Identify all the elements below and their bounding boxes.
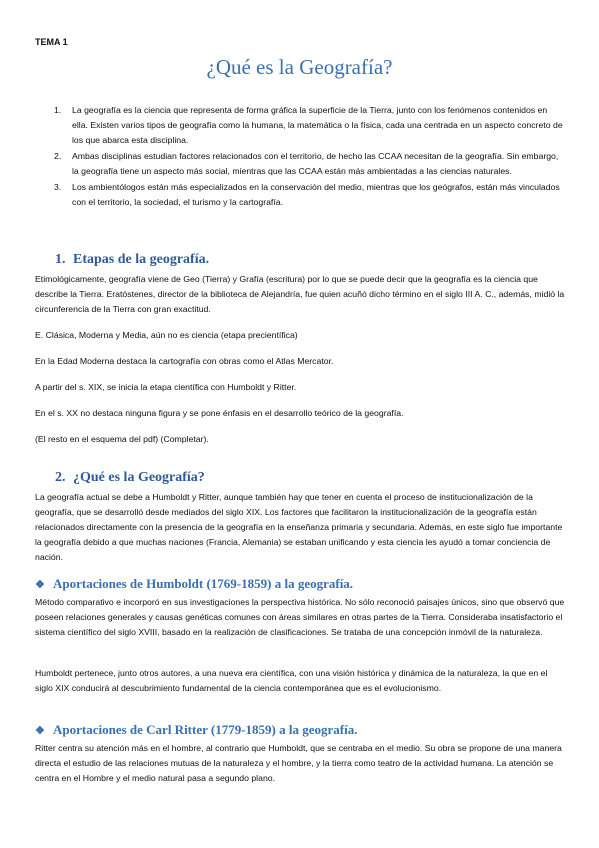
- list-item-number: 3.: [54, 182, 62, 192]
- section-number: 1.: [55, 252, 66, 267]
- section-title: Etapas de la geografía.: [73, 252, 210, 267]
- paragraph: E. Clásica, Moderna y Media, aún no es ciencia (etapa precientífica): [35, 330, 298, 340]
- paragraph: Método comparativo e incorporó en sus investigaciones la perspectiva histórica. No sólo reconoció paisajes únicos, sino que observó que poseen relaciones generales y causas genéticas comunes con áreas similares en otras partes de la Tierra. Consideraba insatisfactorio el sistema científico del siglo XVIII, basado en la realización de clasificaciones. Se trataba de una concepción inmóvil de la naturaleza.: [35, 597, 565, 637]
- subheading-humboldt: [35, 576, 353, 592]
- list-item-number: 2.: [54, 151, 62, 161]
- paragraph: A partir del s. XIX, se inicia la etapa científica con Humboldt y Ritter.: [35, 382, 297, 392]
- paragraph: Humboldt pertenece, junto otros autores, a una nueva era científica, con una visión histórica y dinámica de la naturaleza, la que en el siglo XIX conducirá al descubrimiento fundamental de la ciencia contemporánea que es el evolucionismo.: [35, 668, 548, 693]
- paragraph: Ritter centra su atención más en el hombre, al contrario que Humboldt, que se centraba en el medio. Su obra se propone de una manera directa el estudio de las relaciones mutuas de la naturaleza y el hombre, y la tierra como teatro de la actividad humana. La atención se centra en el Hombre y el medio natural pasa a segundo plano.: [35, 743, 562, 783]
- subheading-title: Aportaciones de Humboldt (1769-1859) a la geografía.: [53, 576, 354, 591]
- list-item: [52, 180, 564, 210]
- list-item: [52, 103, 564, 148]
- section-heading-etapas: [55, 252, 209, 268]
- list-item: [52, 149, 564, 179]
- subheading-ritter: [35, 722, 357, 738]
- intro-list: [52, 103, 564, 211]
- section-title: ¿Qué es la Geografía?: [73, 470, 205, 485]
- paragraph: Etimológicamente, geografía viene de Geo (Tierra) y Grafía (escritura) por lo que se puede decir que la geografía es la ciencia que describe la Tierra. Eratóstenes, director de la biblioteca de Alejandría, fue quien acuñó dicho término en el siglo III A. C., además, midió la circunferencia de la Tierra con gran exactitud.: [35, 274, 565, 314]
- subheading-title: Aportaciones de Carl Ritter (1779-1859) a la geografía.: [53, 722, 358, 737]
- page-title: ¿Qué es la Geografía?: [206, 55, 393, 79]
- list-item-text: Los ambientólogos están más especializados en la conservación del medio, mientras que los geógrafos, están más vinculados con el territorio, la sociedad, el turismo y la cartografía.: [72, 182, 560, 207]
- paragraph: La geografía actual se debe a Humboldt y Ritter, aunque también hay que tener en cuenta el proceso de institucionalización de la geografía, que se desarrolló desde mediados del siglo XIX. Los factores que facilitaron la institucionalización de la geografía están relacionados directamente con la presencia de la geografía en la enseñanza primaria y secundaria. Además, en este siglo fue importante la geografía debido a que muchas naciones (Francia, Alemania) se estaban unificando y esta ciencia les ayudó a tomar conciencia de nación.: [35, 492, 563, 562]
- list-item-text: La geografía es la ciencia que representa de forma gráfica la superficie de la Tierra, junto con los fenómenos contenidos en ella. Existen varios tipos de geografía como la humana, la matemática o la física, cada una centrada en un aspecto concreto de los que abarca esta disciplina.: [72, 105, 563, 145]
- list-item-text: Ambas disciplinas estudian factores relacionados con el territorio, de hecho las CCAA necesitan de la geografía. Sin embargo, la geografía tiene un aspecto más social, mientras que las CCAA están más ambientadas a las ciencias naturales.: [72, 151, 559, 176]
- topic-label: TEMA 1: [35, 37, 68, 47]
- paragraph: En el s. XX no destaca ninguna figura y se pone énfasis en el desarrollo teórico de la geografía.: [35, 408, 404, 418]
- diamond-bullet-icon: ❖: [35, 725, 45, 737]
- section-heading-que-es: [55, 470, 205, 486]
- section-number: 2.: [55, 470, 66, 485]
- paragraph: En la Edad Moderna destaca la cartografía con obras como el Atlas Mercator.: [35, 356, 334, 366]
- paragraph: (El resto en el esquema del pdf) (Completar).: [35, 434, 209, 444]
- list-item-number: 1.: [54, 105, 62, 115]
- diamond-bullet-icon: ❖: [35, 579, 45, 591]
